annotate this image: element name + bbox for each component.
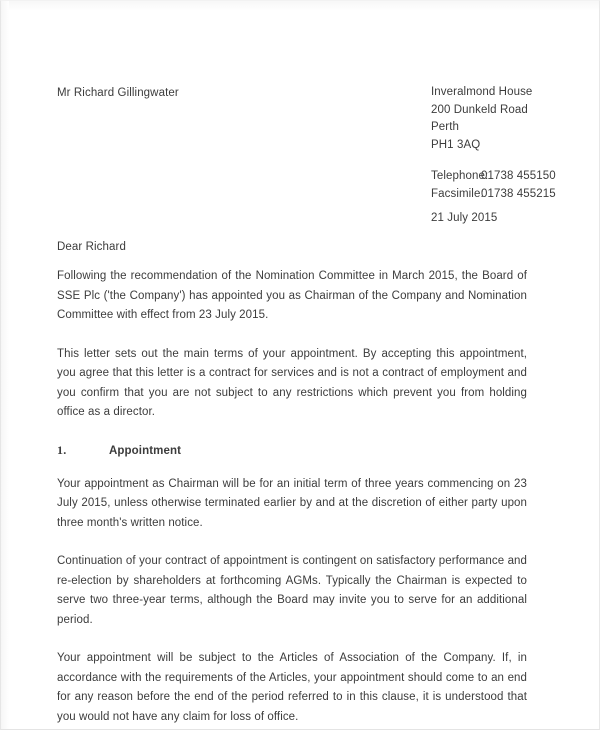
paragraph-terms: This letter sets out the main terms of your appointment. By accepting this appointment, you agree that this letter is a contract for services and is not a contract of employment and you confirm that you are not subject to any restrictions which prevent you from holding office as a director. — [57, 347, 527, 418]
sender-address-line-1: Inveralmond House — [431, 86, 533, 98]
paragraph-articles: Your appointment will be subject to the Articles of Association of the Company. If, in accordance with the requirements of the Articles, your appointment should come to an end for any reason before the end of the period referred to in this clause, it is understood that you would not have any claim for loss of office. — [57, 652, 527, 723]
section-number: 1. — [57, 442, 67, 457]
scan-edge-top — [1, 1, 599, 11]
scan-edge-left — [1, 1, 9, 729]
salutation: Dear Richard — [57, 241, 126, 253]
sender-address-postcode: PH1 3AQ — [431, 138, 481, 151]
paragraph-intro: Following the recommendation of the Nomination Committee in March 2015, the Board of SSE Plc ('the Company') has appointed you as Chairman of the Company and Nomination Committee with effect from 23 July 2015. — [57, 270, 527, 321]
section-title: Appointment — [109, 444, 182, 457]
telephone-row — [431, 168, 556, 186]
paragraph-term-length: Your appointment as Chairman will be for an initial term of three years commencing on 23 July 2015, unless otherwise terminated earlier by and at the discretion of either party upon three month's written notice. — [57, 477, 527, 529]
section-heading-appointment — [57, 443, 527, 458]
facsimile-row — [431, 186, 556, 204]
letter-content — [57, 267, 527, 730]
letter-date: 21 July 2015 — [431, 212, 498, 224]
recipient-name: Mr Richard Gillingwater — [57, 87, 179, 99]
sender-address-line-2: 200 Dunkeld Road — [431, 103, 528, 116]
paragraph-continuation: Continuation of your contract of appointment is contingent on satisfactory performance and re-election by shareholders at forthcoming AGMs. Typically the Chairman is expected to serve two three-year terms, although the Board may invite you to serve for an additional period. — [57, 555, 527, 626]
sender-address-block — [431, 84, 532, 154]
telephone-label: Telephone: — [431, 170, 489, 182]
contact-details-block — [431, 168, 556, 203]
sender-address-line-3: Perth — [431, 121, 459, 133]
facsimile-value: 01738 455215 — [481, 187, 556, 200]
facsimile-label: Facsimile: — [431, 187, 484, 200]
telephone-value: 01738 455150 — [481, 170, 556, 182]
